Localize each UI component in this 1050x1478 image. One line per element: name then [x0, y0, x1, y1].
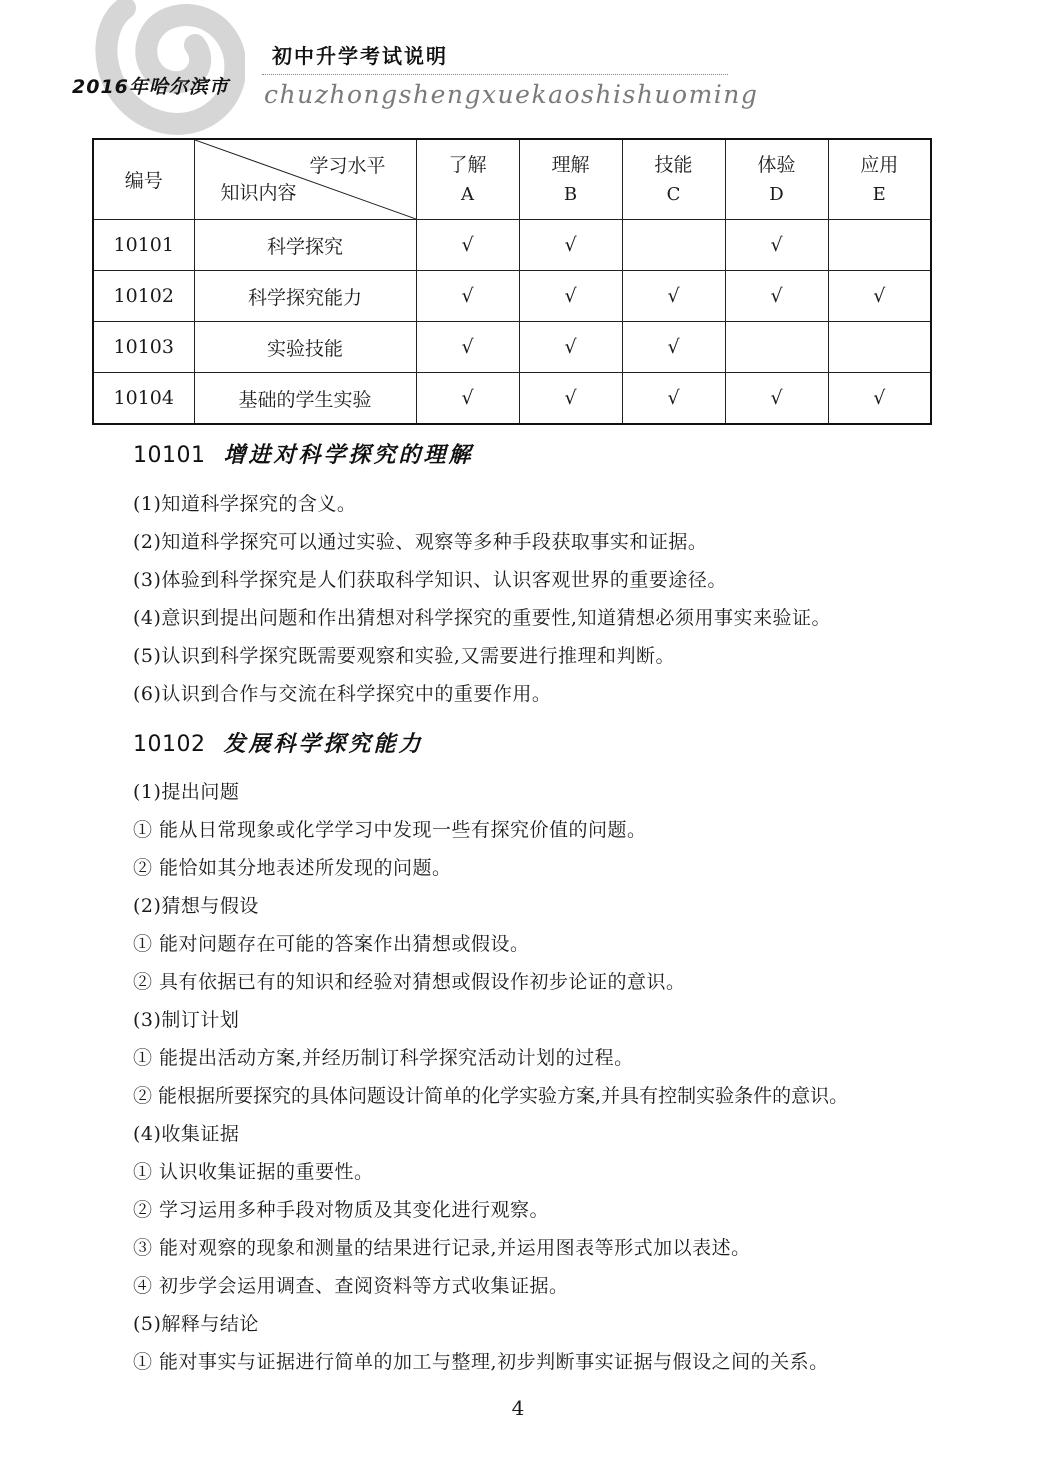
section1-item: (4)意识到提出问题和作出猜想对科学探究的重要性,知道猜想必须用事实来验证。	[133, 607, 831, 629]
decorative-swirl-logo	[95, 0, 245, 135]
check-mark	[828, 322, 931, 373]
check-mark: √	[519, 322, 622, 373]
row-code: 10102	[93, 271, 194, 322]
check-mark: √	[725, 271, 828, 322]
check-mark: √	[416, 220, 519, 271]
check-mark: √	[416, 373, 519, 425]
check-mark: √	[725, 373, 828, 425]
row-code: 10101	[93, 220, 194, 271]
section2-item: (1)提出问题	[133, 781, 240, 803]
check-mark: √	[622, 373, 725, 425]
learning-level-table	[92, 138, 932, 425]
row-code: 10104	[93, 373, 194, 425]
check-mark: √	[519, 373, 622, 425]
section-title: 增进对科学探究的理解	[223, 442, 474, 468]
section2-item: ① 能提出活动方案,并经历制订科学探究活动计划的过程。	[133, 1047, 634, 1069]
section-number: 10102	[133, 732, 206, 757]
check-mark: √	[416, 322, 519, 373]
section2-item: ① 能从日常现象或化学学习中发现一些有探究价值的问题。	[133, 819, 647, 841]
section2-item: (2)猜想与假设	[133, 895, 259, 917]
section1-item: (2)知道科学探究可以通过实验、观察等多种手段获取事实和证据。	[133, 531, 708, 553]
section-heading-10101	[133, 438, 474, 469]
year-city-label: 2016年哈尔滨市	[72, 76, 229, 98]
row-content: 实验技能	[194, 322, 416, 373]
check-mark: √	[416, 271, 519, 322]
level-header-d	[725, 139, 828, 220]
check-mark: √	[622, 271, 725, 322]
level-name: 应用	[860, 153, 899, 176]
table-row	[93, 322, 931, 373]
section2-item: ① 认识收集证据的重要性。	[133, 1161, 374, 1183]
level-header-e	[828, 139, 931, 220]
code-header: 编号	[93, 139, 194, 220]
level-header-c	[622, 139, 725, 220]
page-number: 4	[511, 1396, 525, 1420]
row-content: 科学探究	[194, 220, 416, 271]
level-letter: D	[769, 183, 784, 205]
row-content: 基础的学生实验	[194, 373, 416, 425]
section1-item: (5)认识到科学探究既需要观察和实验,又需要进行推理和判断。	[133, 645, 675, 667]
check-mark: √	[622, 322, 725, 373]
section2-item: (5)解释与结论	[133, 1313, 259, 1335]
level-header-a	[416, 139, 519, 220]
section1-item: (6)认识到合作与交流在科学探究中的重要作用。	[133, 683, 552, 705]
row-content: 科学探究能力	[194, 271, 416, 322]
table-header-row	[93, 139, 931, 220]
level-name: 技能	[654, 153, 693, 176]
check-mark: √	[828, 373, 931, 425]
check-mark: √	[519, 220, 622, 271]
check-mark: √	[519, 271, 622, 322]
section2-item: (4)收集证据	[133, 1123, 240, 1145]
table-row	[93, 373, 931, 425]
row-code: 10103	[93, 322, 194, 373]
section2-item: ② 能恰如其分地表述所发现的问题。	[133, 857, 452, 879]
header-divider	[262, 74, 728, 75]
level-letter: E	[872, 183, 886, 205]
level-name: 了解	[448, 153, 487, 176]
level-name: 体验	[757, 153, 796, 176]
section2-item: ② 具有依据已有的知识和经验对猜想或假设作初步论证的意识。	[133, 971, 686, 993]
level-letter: C	[666, 183, 681, 205]
section2-item: ① 能对问题存在可能的答案作出猜想或假设。	[133, 933, 530, 955]
check-mark	[725, 322, 828, 373]
check-mark: √	[828, 271, 931, 322]
section1-item: (3)体验到科学探究是人们获取科学知识、认识客观世界的重要途径。	[133, 569, 727, 591]
level-name: 理解	[551, 153, 590, 176]
check-mark: √	[725, 220, 828, 271]
section2-item: ① 能对事实与证据进行简单的加工与整理,初步判断事实证据与假设之间的关系。	[133, 1351, 829, 1373]
section2-item: ③ 能对观察的现象和测量的结果进行记录,并运用图表等形式加以表述。	[133, 1237, 751, 1259]
section-number: 10101	[133, 443, 206, 468]
section-heading-10102	[133, 727, 424, 758]
level-letter: B	[563, 183, 578, 205]
section-title: 发展科学探究能力	[223, 731, 424, 757]
section2-item: (3)制订计划	[133, 1009, 240, 1031]
section1-item: (1)知道科学探究的含义。	[133, 493, 357, 515]
knowledge-content-label: 知识内容	[220, 182, 297, 204]
table-row	[93, 271, 931, 322]
section2-item: ② 能根据所要探究的具体问题设计简单的化学实验方案,并具有控制实验条件的意识。	[133, 1085, 849, 1107]
check-mark	[622, 220, 725, 271]
check-mark	[828, 220, 931, 271]
section2-item: ④ 初步学会运用调查、查阅资料等方式收集证据。	[133, 1275, 569, 1297]
table-row	[93, 220, 931, 271]
header-title: 初中升学考试说明	[272, 44, 448, 68]
diagonal-header-cell	[194, 139, 416, 220]
section2-item: ② 学习运用多种手段对物质及其变化进行观察。	[133, 1199, 550, 1221]
learning-level-label: 学习水平	[309, 155, 386, 177]
level-header-b	[519, 139, 622, 220]
header-pinyin: chuzhongshengxuekaoshishuoming	[264, 80, 759, 109]
level-letter: A	[461, 183, 474, 205]
